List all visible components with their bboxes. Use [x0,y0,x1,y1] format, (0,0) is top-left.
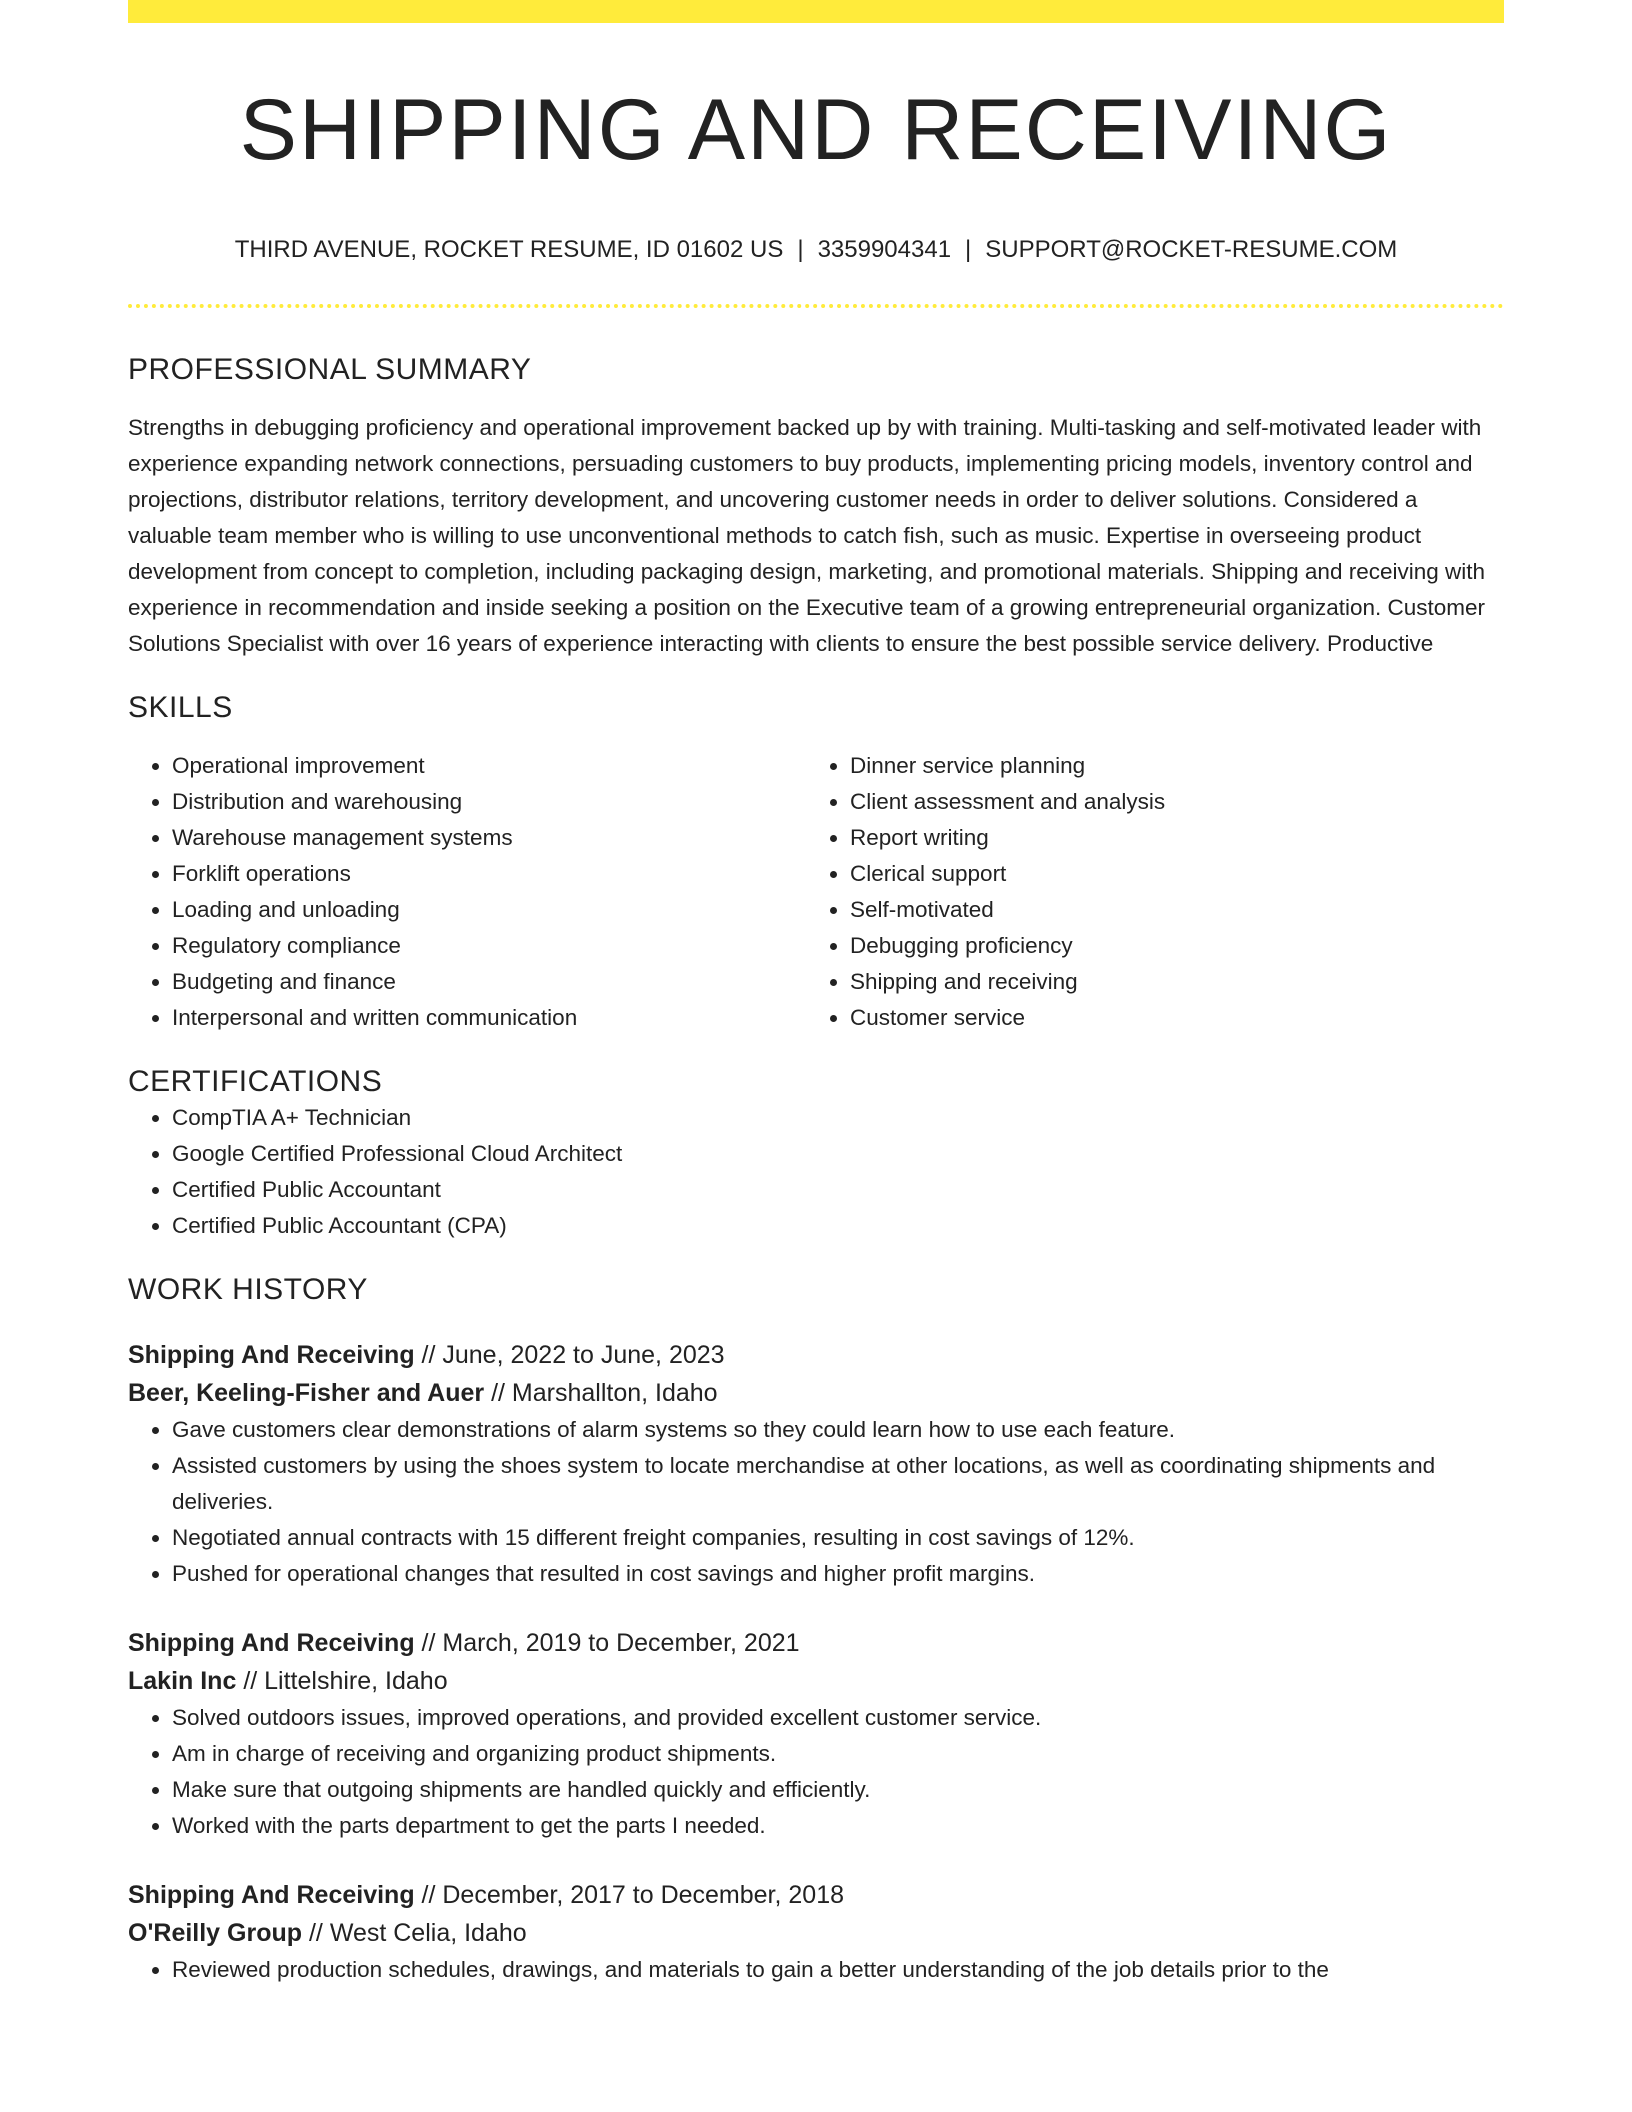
contact-separator: | [965,235,972,263]
job-location: // Marshallton, Idaho [484,1379,718,1408]
job-bullet: • Negotiated annual contracts with 15 different freight companies, resulting in cost savings of 12%. [172,1520,1504,1556]
skill-item: • Shipping and receiving [850,964,1484,1000]
skill-item: • Interpersonal and written communication [172,1000,806,1036]
skill-item: • Self-motivated [850,892,1484,928]
certification-item: • Google Certified Professional Cloud Architect [172,1136,1504,1172]
contact-separator: | [797,235,804,263]
accent-bar [128,0,1504,23]
job-bullet: • Pushed for operational changes that resulted in cost savings and higher profit margins. [172,1556,1504,1592]
certification-item: • Certified Public Accountant (CPA) [172,1208,1504,1244]
job-title-line [128,1624,1504,1662]
job-entry [128,1624,1504,1844]
job-company-line [128,1662,1504,1700]
summary-heading: PROFESSIONAL SUMMARY [128,353,532,387]
skill-item: • Report writing [850,820,1484,856]
summary-text: Strengths in debugging proficiency and operational improvement backed up by with training. Multi-tasking and self-motivated leader with experience expanding network connections, persuading customers to buy products, implementing pricing models, inventory control and projections, distributor relations, territory development, and uncovering customer needs in order to deliver solutions. Considered a valuable team member who is willing to use unconventional methods to catch fish, such as music. Expertise in overseeing product development from concept to completion, including packaging design, marketing, and promotional materials. Shipping and receiving with experience in recommendation and inside seeking a position on the Executive team of a growing entrepreneurial organization. Customer Solutions Specialist with over 16 years of experience interacting with clients to ensure the best possible service delivery. Productive [128,415,1486,657]
certification-item: • CompTIA A+ Technician [172,1100,1504,1136]
job-bullets [128,1412,1504,1592]
skills-column-left [128,748,806,1036]
job-company: Beer, Keeling-Fisher and Auer [128,1379,485,1408]
dotted-divider [128,304,1504,308]
skill-item: • Loading and unloading [172,892,806,928]
skill-item: • Clerical support [850,856,1484,892]
job-company: O'Reilly Group [128,1919,303,1948]
skills-column-right [806,748,1484,1036]
job-bullet: • Make sure that outgoing shipments are handled quickly and efficiently. [172,1772,1504,1808]
resume-page [128,0,1504,1988]
job-role: Shipping And Receiving [128,1629,415,1658]
job-entry [128,1336,1504,1592]
skill-item: • Dinner service planning [850,748,1484,784]
job-bullet: • Gave customers clear demonstrations of alarm systems so they could learn how to use each feature. [172,1412,1504,1448]
skill-item: • Debugging proficiency [850,928,1484,964]
skill-item: • Distribution and warehousing [172,784,806,820]
job-title-line [128,1876,1504,1914]
job-company: Lakin Inc [128,1667,237,1696]
resume-name: SHIPPING AND RECEIVING [239,82,1393,178]
job-role: Shipping And Receiving [128,1881,415,1910]
job-location: // West Celia, Idaho [302,1919,527,1948]
job-entry [128,1876,1504,1988]
job-bullets [128,1700,1504,1844]
contact-address: THIRD AVENUE, ROCKET RESUME, ID 01602 US [234,235,784,263]
skill-item: • Warehouse management systems [172,820,806,856]
skills-heading: SKILLS [128,691,233,725]
skill-item: • Forklift operations [172,856,806,892]
certifications-list [128,1100,1504,1244]
certifications-heading: CERTIFICATIONS [128,1065,383,1099]
job-bullet: • Reviewed production schedules, drawings, and materials to gain a better understanding of the job details prior to the [172,1952,1504,1988]
skill-item: • Regulatory compliance [172,928,806,964]
contact-phone: 3359904341 [817,235,952,263]
job-location: // Littelshire, Idaho [236,1667,448,1696]
contact-line [128,236,1504,265]
job-company-line [128,1374,1504,1412]
job-bullet: • Am in charge of receiving and organizing product shipments. [172,1736,1504,1772]
job-bullet: • Worked with the parts department to get the parts I needed. [172,1808,1504,1844]
job-title-line [128,1336,1504,1374]
job-bullets [128,1952,1504,1988]
certification-item: • Certified Public Accountant [172,1172,1504,1208]
skills-grid [128,748,1504,1036]
contact-email: SUPPORT@ROCKET-RESUME.COM [985,235,1398,263]
skill-item: • Budgeting and finance [172,964,806,1000]
skill-item: • Client assessment and analysis [850,784,1484,820]
job-dates: // June, 2022 to June, 2023 [414,1341,725,1370]
job-dates: // March, 2019 to December, 2021 [414,1629,800,1658]
skill-item: • Customer service [850,1000,1484,1036]
job-company-line [128,1914,1504,1952]
skill-item: • Operational improvement [172,748,806,784]
job-bullet: • Solved outdoors issues, improved operations, and provided excellent customer service. [172,1700,1504,1736]
job-role: Shipping And Receiving [128,1341,415,1370]
job-bullet: • Assisted customers by using the shoes system to locate merchandise at other locations, as well as coordinating shipments and deliveries. [172,1448,1504,1520]
work-history-heading: WORK HISTORY [128,1273,368,1307]
job-dates: // December, 2017 to December, 2018 [414,1881,845,1910]
